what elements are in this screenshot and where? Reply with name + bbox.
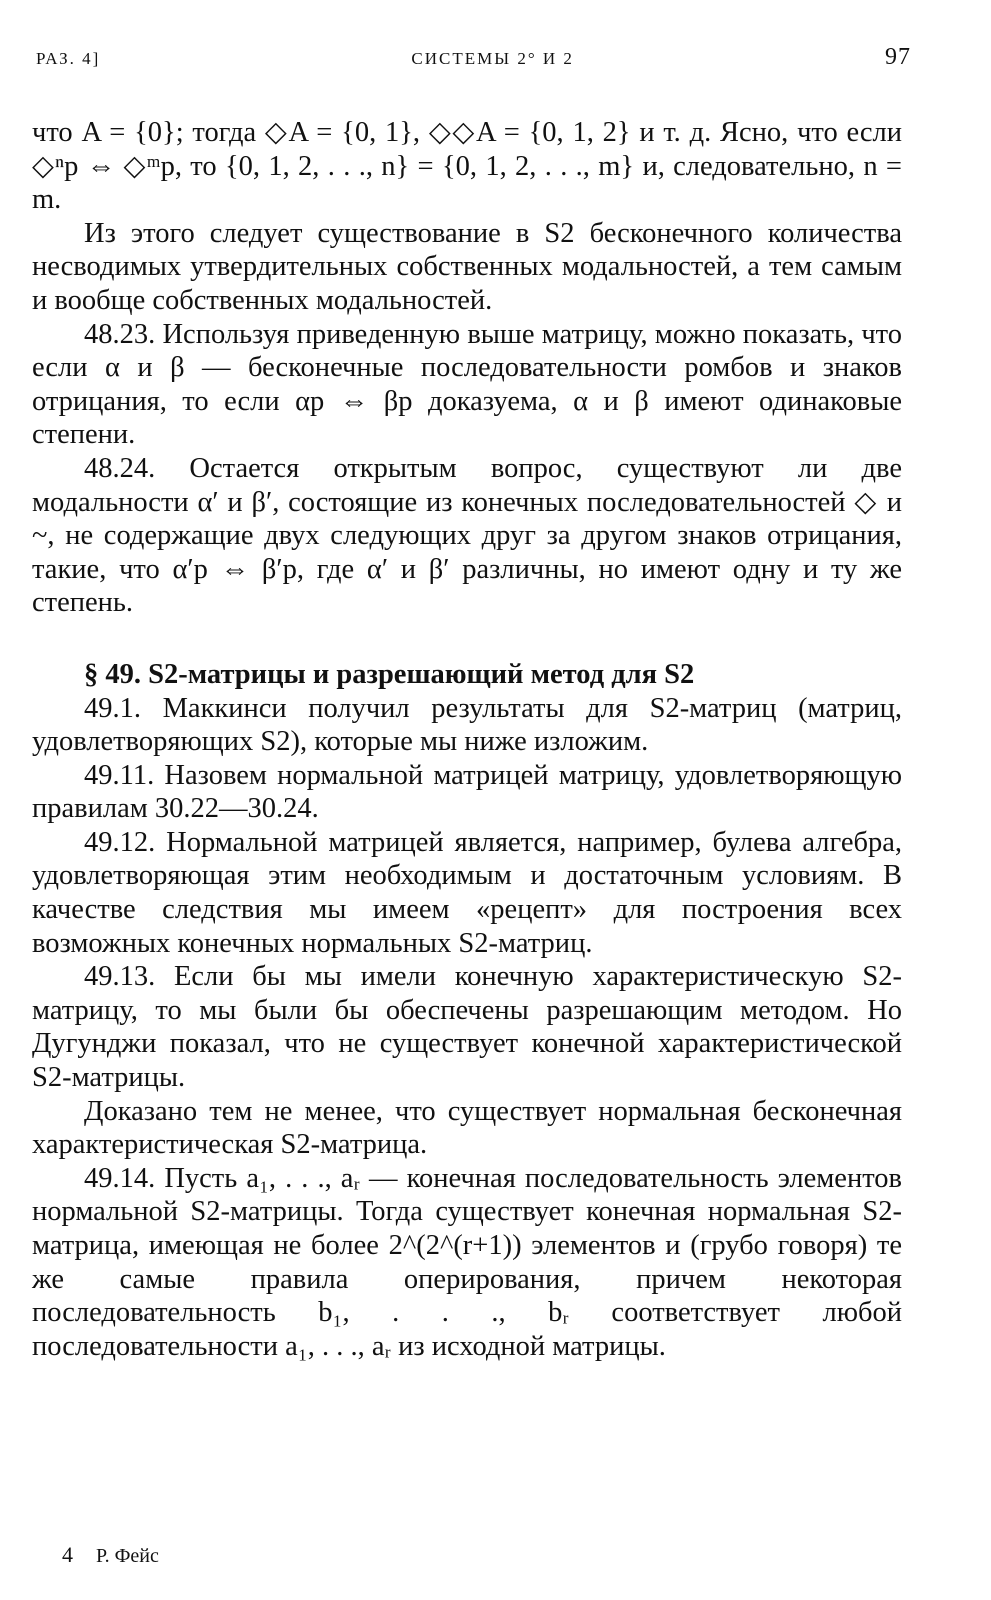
- running-header: [36, 44, 911, 71]
- paragraph-48-24: 48.24. Остается открытым вопрос, существуют ли две модальности α′ и β′, состоящие из конечных последовательностей ◇ и ~, не содержащие двух следующих друг за другом знаков отрицания, такие, что α′p ⇔ β′p, где α′ и β′ различны, но имеют одну и ту же степень.: [32, 452, 902, 619]
- signature-mark: 4: [62, 1542, 73, 1567]
- page-body: [32, 116, 902, 1363]
- paragraph: Доказано тем не менее, что существует нормальная бесконечная характеристическая S2-матрица.: [32, 1095, 902, 1161]
- paragraph: Из этого следует существование в S2 бесконечного количества несводимых утвердительных собственных модальностей, а тем самым и вообще собственных модальностей.: [32, 217, 902, 316]
- page-footer: [62, 1542, 159, 1568]
- paragraph-49-14: 49.14. Пусть a₁, . . ., aᵣ — конечная последовательность элементов нормальной S2-матрицы. Тогда существует конечная нормальная S2-матрица, имеющая не более 2^(2^(r+1)) элементов и (грубо говоря) те же самые правила оперирования, причем некоторая последовательность b₁, . . ., bᵣ соответствует любой последовательности a₁, . . ., aᵣ из исходной матрицы.: [32, 1162, 902, 1362]
- footer-text: Р. Фейс: [96, 1545, 159, 1567]
- paragraph-49-12: 49.12. Нормальной матрицей является, например, булева алгебра, удовлетворяющая этим необходимым и достаточным условиям. В качестве следствия мы имеем «рецепт» для построения всех возможных конечных нормальных S2-матриц.: [32, 826, 902, 959]
- paragraph-49-13: 49.13. Если бы мы имели конечную характеристическую S2-матрицу, то мы были бы обеспечены разрешающим методом. Но Дугунджи показал, что не существует конечной характеристической S2-матрицы.: [32, 961, 902, 1094]
- paragraph-49-1: 49.1. Маккинси получил результаты для S2-матриц (матриц, удовлетворяющих S2), которые мы ниже изложим.: [32, 692, 902, 758]
- page-number: 97: [885, 44, 911, 70]
- chapter-ref: РАЗ. 4]: [36, 49, 101, 68]
- running-title: СИСТЕМЫ 2° И 2: [411, 49, 574, 68]
- section-heading: § 49. S2-матрицы и разрешающий метод для S2: [84, 658, 695, 690]
- paragraph-49-11: 49.11. Назовем нормальной матрицей матрицу, удовлетворяющую правилам 30.22—30.24.: [32, 759, 902, 825]
- paragraph: что A = {0}; тогда ◇A = {0, 1}, ◇◇A = {0, 1, 2} и т. д. Ясно, что если ◇ⁿp ⇔ ◇ᵐp, то {0, 1, 2, . . ., n} = {0, 1, 2, . . ., m} и, следовательно, n = m.: [32, 117, 902, 216]
- paragraph-48-23: 48.23. Используя приведенную выше матрицу, можно показать, что если α и β — бесконечные последовательности ромбов и знаков отрицания, то если αp ⇔ βp доказуема, α и β имеют одинаковые степени.: [32, 318, 902, 451]
